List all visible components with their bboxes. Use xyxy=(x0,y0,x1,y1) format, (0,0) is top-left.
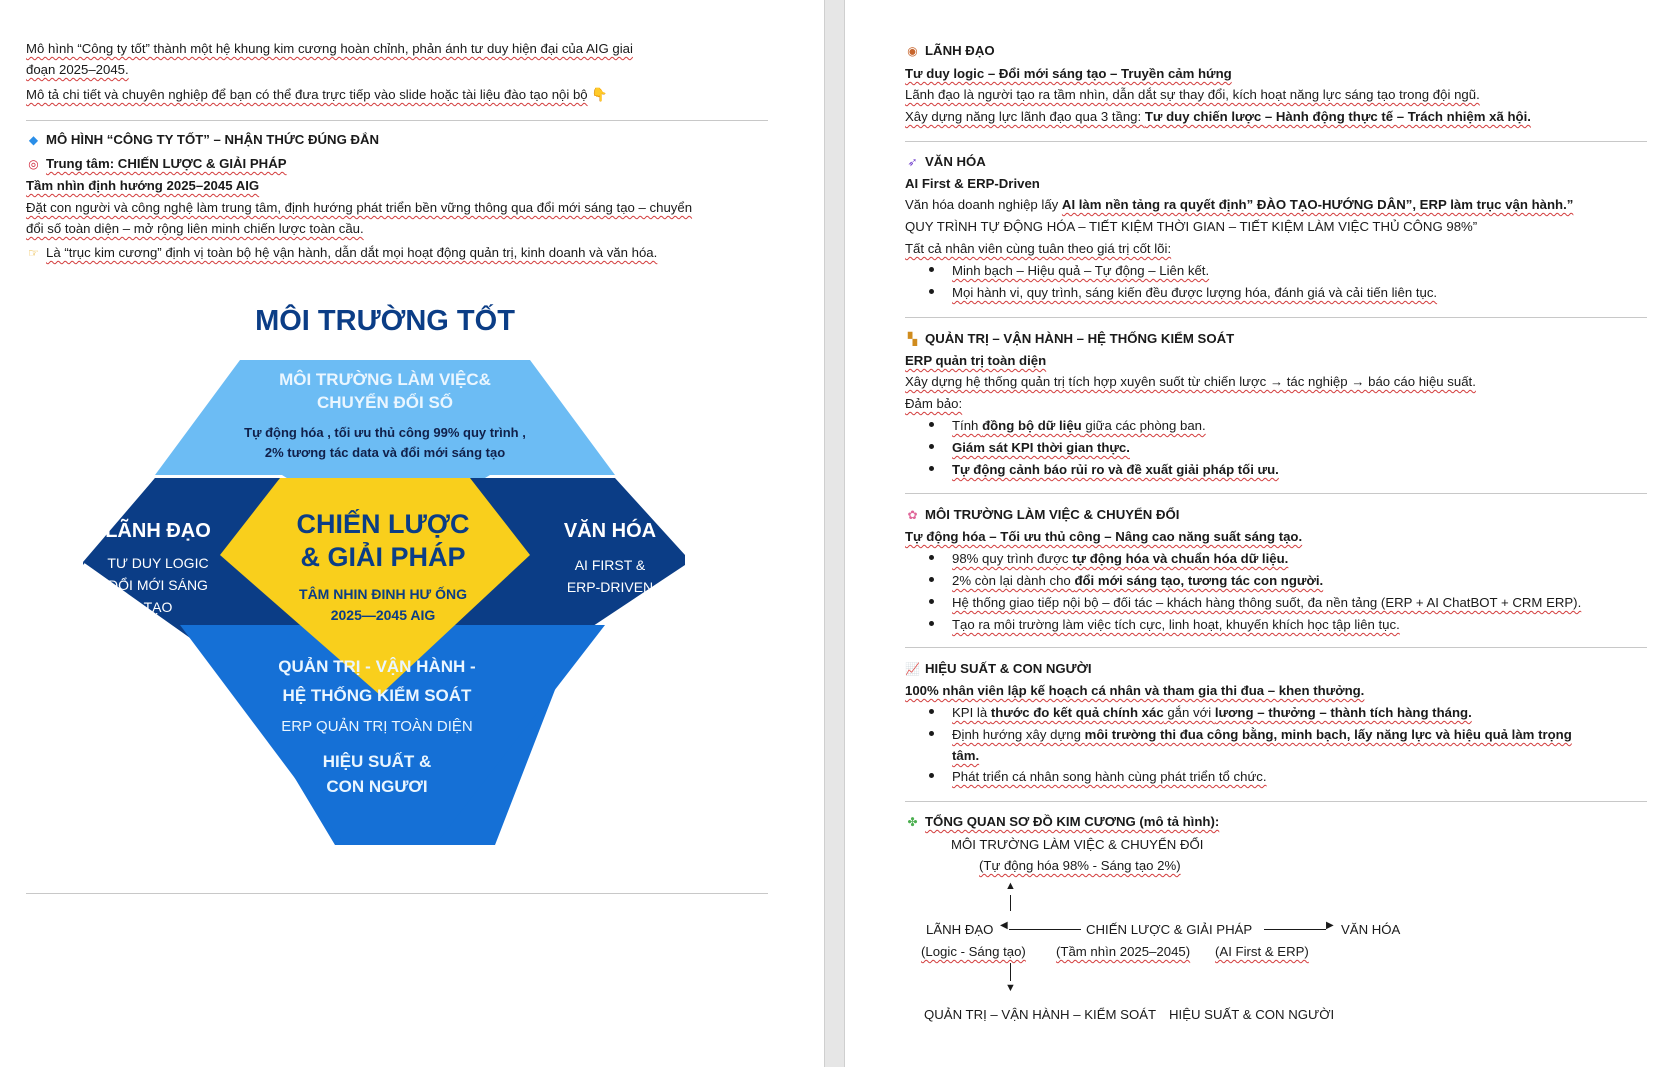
center-title: ◎ Trung tâm: CHIẾN LƯỢC & GIẢI PHÁP xyxy=(26,155,287,173)
bullet xyxy=(929,422,934,427)
divider xyxy=(905,317,1647,318)
rocket-icon: ➶ xyxy=(907,155,918,169)
document-page-left[interactable] xyxy=(0,0,824,1067)
clover-icon: ✤ xyxy=(907,815,918,829)
bullet xyxy=(929,577,934,582)
leadership-subtitle: Tư duy logic – Đổi mới sáng tạo – Truyền cảm hứng xyxy=(905,66,1232,81)
vision-line: Tầm nhìn định hướng 2025–2045 AIG xyxy=(26,178,260,193)
governance-bullet-1: Tính đồng bộ dữ liệu giữa các phòng ban. xyxy=(952,418,1206,433)
bottom-label-3: HIỆU SUẤT & xyxy=(322,752,432,771)
governance-line-2: Đảm bảo: xyxy=(905,396,963,411)
center-sub-2: 2025—2045 AIG xyxy=(330,607,436,623)
center-sub-1: TÂM NHIN ĐINH HƯ ỐNG xyxy=(299,586,467,602)
culture-subtitle: AI First & ERP-Driven xyxy=(905,176,1040,191)
arrow-right-icon: ▶ xyxy=(1326,920,1334,931)
pointing-down-icon: 👇 xyxy=(591,87,608,102)
diamond-diagram xyxy=(70,300,700,860)
connector-line xyxy=(1009,929,1081,930)
bottom-label-2: HỆ THỐNG KIỂM SOÁT xyxy=(282,686,472,705)
culture-line-2: QUY TRÌNH TỰ ĐỘNG HÓA – TIẾT KIỆM THỜI GIAN – TIẾT KIỆM LÀM VIỆC THỦ CÔNG 98%” xyxy=(905,219,1478,234)
performance-subtitle: 100% nhân viên lập kế hoạch cá nhân và tham gia thi đua – khen thưởng. xyxy=(905,683,1365,698)
environment-bullet-1: 98% quy trình được tự động hóa và chuẩn hóa dữ liệu. xyxy=(952,551,1289,566)
performance-bullet-2-cont: tâm. xyxy=(952,748,980,763)
arrow-up-icon: ▲ xyxy=(1005,880,1016,892)
environment-bullet-2: 2% còn lại dành cho đổi mới sáng tạo, tương tác con người. xyxy=(952,573,1324,588)
diagram-left: LÃNH ĐẠO xyxy=(926,922,994,937)
diagram-bottom-2: HIỆU SUẤT & CON NGƯỜI xyxy=(1169,1007,1335,1022)
chart-up-icon: 📈 xyxy=(905,662,920,676)
section-governance-title: ▚ QUẢN TRỊ – VẬN HÀNH – HỆ THỐNG KIỂM SOÁT xyxy=(905,330,1234,348)
section-overview-title: ✤ TỔNG QUAN SƠ ĐỒ KIM CƯƠNG (mô tả hình): xyxy=(905,813,1219,831)
performance-bullet-2: Định hướng xây dựng môi trường thi đua công bằng, minh bạch, lấy năng lực và hiệu quả làm trọng xyxy=(952,727,1572,742)
section-culture-title: ➶ VĂN HÓA xyxy=(905,153,986,171)
governance-subtitle: ERP quản trị toàn diện xyxy=(905,353,1047,368)
divider xyxy=(905,801,1647,802)
document-page-right[interactable] xyxy=(845,0,1660,1067)
center-label-1: CHIẾN LƯỢC xyxy=(296,509,470,539)
bullet xyxy=(929,621,934,626)
top-sub-2: 2% tương tác data và đổi mới sáng tạo xyxy=(264,445,506,460)
intro-line-2: đoạn 2025–2045. xyxy=(26,62,129,77)
diagram-top-1: MÔI TRƯỜNG LÀM VIỆC & CHUYỂN ĐỔI xyxy=(951,837,1204,852)
bullet xyxy=(929,709,934,714)
top-sub-1: Tự động hóa , tối ưu thủ công 99% quy trình , xyxy=(244,425,526,440)
divider xyxy=(905,141,1647,142)
construction-icon: ▚ xyxy=(907,332,918,346)
bullet xyxy=(929,555,934,560)
environment-bullet-4: Tạo ra môi trường làm việc tích cực, linh hoạt, khuyến khích học tập liên tục. xyxy=(952,617,1400,632)
divider xyxy=(905,493,1647,494)
right-sub-1: AI FIRST & xyxy=(574,557,646,573)
diagram-center: CHIẾN LƯỢC & GIẢI PHÁP xyxy=(1086,922,1253,937)
left-title: LÃNH ĐẠO xyxy=(105,520,211,542)
target-icon: ◉ xyxy=(907,44,918,58)
top-label-2: CHUYỂN ĐỔI SỐ xyxy=(316,393,454,412)
diagram-top-2: (Tự động hóa 98% - Sáng tạo 2%) xyxy=(979,858,1181,873)
bullet xyxy=(929,444,934,449)
environment-bullet-3: Hệ thống giao tiếp nội bộ – đối tác – khách hàng thông suốt, đa nền tảng (ERP + AI ChatBOT + CRM ERP). xyxy=(952,595,1582,610)
diagram-left-sub: (Logic - Sáng tạo) xyxy=(921,944,1026,959)
culture-line-1: Văn hóa doanh nghiệp lấy AI làm nền tảng ra quyết định” ĐÀO TẠO-HƯỚNG DÂN”, ERP làm trục vận hành.” xyxy=(905,197,1574,212)
diagram-center-sub: (Tầm nhìn 2025–2045) xyxy=(1056,944,1191,959)
desc-line-1: Đặt con người và công nghệ làm trung tâm, định hướng phát triển bền vững thông qua đổi mới sáng tạo – chuyển xyxy=(26,200,693,215)
page-gutter xyxy=(824,0,845,1067)
connector-line xyxy=(1264,929,1326,930)
performance-bullet-1: KPI là thước đo kết quả chính xác gắn với lương – thưởng – thành tích hàng tháng. xyxy=(952,705,1472,720)
section-performance-title: 📈 HIỆU SUẤT & CON NGƯỜI xyxy=(905,661,1092,676)
governance-bullet-3: Tự động cảnh báo rủi ro và đề xuất giải pháp tối ưu. xyxy=(952,462,1279,477)
diamond-title: MÔI TRƯỜNG TỐT xyxy=(255,305,515,337)
environment-subtitle: Tự động hóa – Tối ưu thủ công – Nâng cao năng suất sáng tạo. xyxy=(905,529,1303,544)
diagram-right-sub: (AI First & ERP) xyxy=(1215,944,1309,959)
desc-line-2: đổi số toàn diện – mở rộng liên minh chiến lược toàn cầu. xyxy=(26,221,364,236)
target-icon: ◎ xyxy=(28,157,39,171)
center-label-2: & GIẢI PHÁP xyxy=(300,542,466,572)
connector-line xyxy=(1010,895,1011,911)
leadership-line-2: Xây dựng năng lực lãnh đạo qua 3 tầng: Tư duy chiến lược – Hành động thực tế – Trách nhiệm xã hội. xyxy=(905,109,1531,124)
arrow-down-icon: ▼ xyxy=(1005,982,1016,994)
culture-bullet-1: Minh bạch – Hiệu quả – Tự động – Liên kết. xyxy=(952,263,1210,278)
bullet xyxy=(929,599,934,604)
bottom-sub: ERP QUẢN TRỊ TOÀN DIỆN xyxy=(281,718,473,735)
culture-bullet-2: Mọi hành vi, quy trình, sáng kiến đều được lượng hóa, đánh giá và cải tiến liên tục. xyxy=(952,285,1438,300)
section-leadership-title: ◉ LÃNH ĐẠO xyxy=(905,42,995,60)
divider xyxy=(26,893,768,894)
right-title: VĂN HÓA xyxy=(563,520,657,542)
pointing-right-icon: ☞ xyxy=(28,246,39,260)
section-title: ◆ MÔ HÌNH “CÔNG TY TỐT” – NHẬN THỨC ĐÚNG ĐẮN xyxy=(26,131,379,149)
culture-line-3: Tất cả nhân viên cùng tuân theo giá trị cốt lõi: xyxy=(905,241,1172,256)
governance-bullet-2: Giám sát KPI thời gian thực. xyxy=(952,440,1130,455)
leadership-line-1: Lãnh đạo là người tạo ra tầm nhìn, dẫn dắt sự thay đổi, kích hoạt năng lực sáng tạo trong đội ngũ. xyxy=(905,87,1480,102)
left-sub-1: TƯ DUY LOGIC xyxy=(107,555,209,571)
bullet xyxy=(929,466,934,471)
governance-line-1: Xây dựng hệ thống quản trị tích hợp xuyên suốt từ chiến lược → tác nghiệp → báo cáo hiệu suất. xyxy=(905,374,1476,389)
bullet xyxy=(929,267,934,272)
section-environment-title: ✿ MÔI TRƯỜNG LÀM VIỆC & CHUYỂN ĐỔI xyxy=(905,506,1179,524)
right-sub-2: ERP-DRIVEN xyxy=(566,579,654,595)
bullet xyxy=(929,289,934,294)
brain-icon: ✿ xyxy=(907,508,918,522)
left-sub-3: TẠO xyxy=(143,599,173,615)
left-sub-2: ĐỔI MỚI SÁNG xyxy=(108,577,208,593)
bottom-label-1: QUẢN TRỊ - VẬN HÀNH - xyxy=(278,657,476,676)
intro-line-1: Mô hình “Công ty tốt” thành một hệ khung kim cương hoàn chỉnh, phản ánh tư duy hiện đại của AIG giai xyxy=(26,41,633,56)
performance-bullet-3: Phát triển cá nhân song hành cùng phát triển tổ chức. xyxy=(952,769,1267,784)
top-label-1: MÔI TRƯỜNG LÀM VIỆC& xyxy=(279,370,491,389)
intro-line-3: Mô tả chi tiết và chuyên nghiệp để bạn có thể đưa trực tiếp vào slide hoặc tài liệu đào tạo nội bộ 👇 xyxy=(26,87,608,102)
divider xyxy=(26,120,768,121)
diagram-right: VĂN HÓA xyxy=(1341,922,1401,937)
bullet xyxy=(929,731,934,736)
divider xyxy=(905,647,1647,648)
connector-line xyxy=(1010,963,1011,981)
bottom-label-4: CON NGƯƠI xyxy=(326,777,428,796)
arrow-left-icon: ◀ xyxy=(1000,920,1008,931)
gem-icon: ◆ xyxy=(28,133,39,147)
diagram-bottom-1: QUẢN TRỊ – VẬN HÀNH – KIỂM SOÁT xyxy=(924,1007,1157,1022)
desc-line-3: ☞ Là “trục kim cương” định vị toàn bộ hệ vận hành, dẫn dắt mọi hoạt động quản trị, kinh doanh và văn hóa. xyxy=(26,244,657,262)
bullet xyxy=(929,773,934,778)
